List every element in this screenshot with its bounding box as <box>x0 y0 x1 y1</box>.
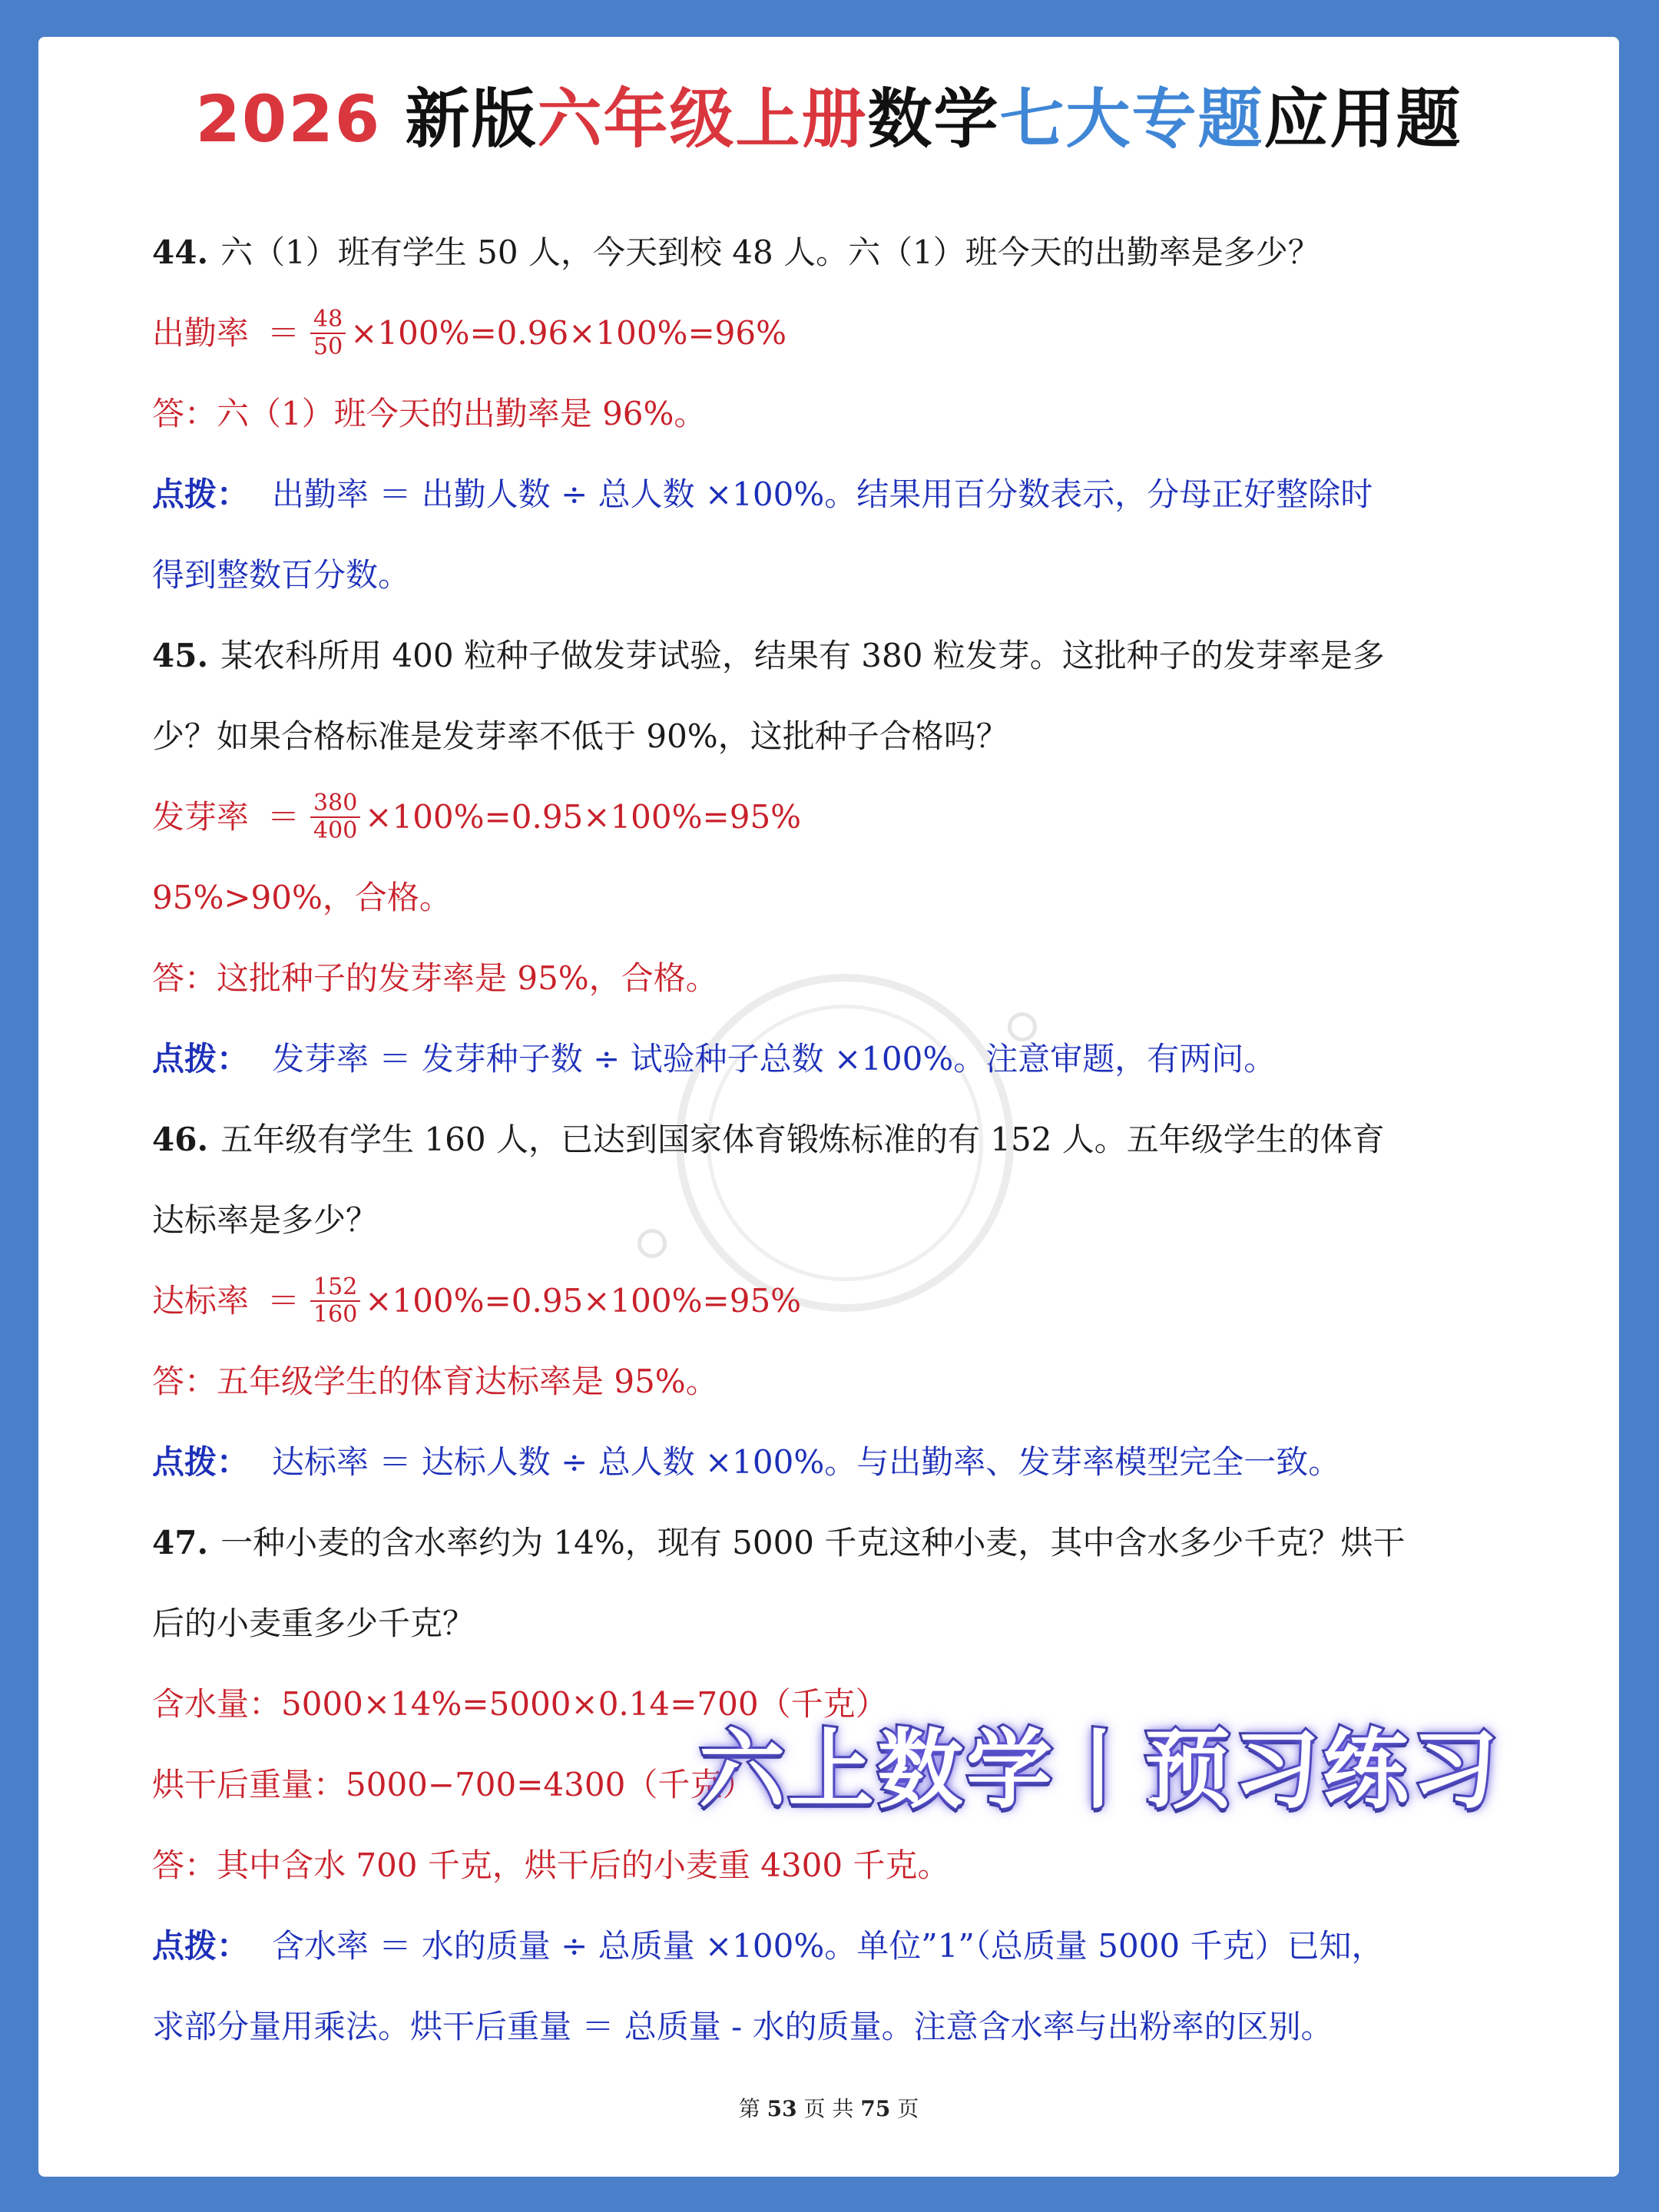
fraction <box>310 306 346 360</box>
fraction-denominator: 50 <box>313 333 343 360</box>
answer-line: 答：其中含水 700 千克，烘干后的小麦重 4300 千克。 <box>152 1846 950 1884</box>
hint-text: 含水率 ＝ 水的质量 ÷ 总质量 ×100%。单位”1”（总质量 5000 千克）已知， <box>272 1927 1384 1965</box>
problem-number: 45. <box>152 637 209 674</box>
fraction-numerator: 48 <box>310 306 346 334</box>
hint-text: 达标率 ＝ 达标人数 ÷ 总人数 ×100%。与出勤率、发芽率模型完全一致。 <box>272 1443 1341 1481</box>
formula-label: 达标率 <box>152 1282 250 1320</box>
formula-line: 达标率 ＝ $\frac{152}{160}$ ×100%=0.95×100%=95% <box>152 1260 1558 1341</box>
hint-label: 点拨： <box>152 475 250 513</box>
page-footer <box>38 2092 1619 2123</box>
problem-number: 46. <box>152 1121 209 1158</box>
calc-line: 含水量：5000×14%=5000×0.14=700（千克） <box>152 1685 888 1723</box>
formula-line: 发芽率 ＝ $\frac{380}{400}$ ×100%=0.95×100%=95% <box>152 777 1558 857</box>
fraction <box>310 1274 360 1328</box>
formula-rest: ×100%=0.95×100%=95% <box>365 1282 802 1320</box>
answer-line: 答：五年级学生的体育达标率是 95%。 <box>152 1363 718 1400</box>
problem-number: 47. <box>152 1524 209 1561</box>
hint-text: 出勤率 ＝ 出勤人数 ÷ 总人数 ×100%。结果用百分数表示，分母正好整除时 <box>272 475 1373 513</box>
title-grade: 六年级上册 <box>537 81 868 157</box>
hint-label: 点拨： <box>152 1927 250 1965</box>
formula-rest: ×100%=0.95×100%=95% <box>365 798 802 836</box>
current-page-number: 53 <box>767 2096 797 2121</box>
hint-line <box>152 1422 1558 1502</box>
hint-line <box>152 1906 1558 1986</box>
hint-line: 得到整数百分数。 <box>152 556 411 594</box>
fraction-denominator: 160 <box>313 1300 358 1328</box>
question-line: 后的小麦重多少千克？ <box>152 1604 475 1642</box>
comparison-line: 95%>90%，合格。 <box>152 879 452 916</box>
page-title <box>38 68 1619 161</box>
fraction-numerator: 152 <box>310 1274 360 1302</box>
hint-label: 点拨： <box>152 1443 250 1481</box>
overlay-banner: 六上数学丨预习练习 <box>699 1720 1501 1820</box>
problem-number: 44. <box>152 233 209 271</box>
fraction-denominator: 400 <box>313 816 358 844</box>
fraction-numerator: 380 <box>310 790 360 818</box>
question-text: 某农科所用 400 粒种子做发芽试验，结果有 380 粒发芽。这批种子的发芽率是多 <box>220 637 1385 674</box>
answer-line: 答：六（1）班今天的出勤率是 96%。 <box>152 395 707 432</box>
calc-line: 烘干后重量：5000−700=4300（千克） <box>152 1766 755 1803</box>
title-year: 2026 <box>195 81 406 157</box>
title-subject: 数学 <box>867 81 1000 157</box>
title-edition: 新版 <box>405 81 538 157</box>
document-page <box>38 37 1619 2177</box>
title-topics: 七大专题 <box>999 81 1264 157</box>
footer-suffix: 页 <box>897 2096 919 2121</box>
question-line <box>152 212 1558 293</box>
answer-line: 答：这批种子的发芽率是 95%，合格。 <box>152 959 718 997</box>
question-text: 一种小麦的含水率约为 14%，现有 5000 千克这种小麦，其中含水多少千克？烘干 <box>220 1524 1406 1561</box>
question-text: 六（1）班有学生 50 人，今天到校 48 人。六（1）班今天的出勤率是多少？ <box>220 233 1320 271</box>
hint-text: 发芽率 ＝ 发芽种子数 ÷ 试验种子总数 ×100%。注意审题，有两问。 <box>272 1040 1277 1078</box>
formula-line: 出勤率 ＝ $\frac{48}{50}$ ×100%=0.96×100%=96% <box>152 293 1558 373</box>
hint-label: 点拨： <box>152 1040 250 1078</box>
total-page-number: 75 <box>860 2096 891 2121</box>
hint-line: 求部分量用乘法。烘干后重量 ＝ 总质量 - 水的质量。注意含水率与出粉率的区别。 <box>152 2008 1333 2045</box>
question-line <box>152 615 1558 696</box>
formula-label: 出勤率 <box>152 314 250 352</box>
question-line: 达标率是多少？ <box>152 1201 379 1239</box>
formula-rest: ×100%=0.96×100%=96% <box>350 314 786 352</box>
hint-line <box>152 454 1558 535</box>
formula-label: 发芽率 <box>152 798 250 836</box>
question-line <box>152 1502 1558 1583</box>
fraction <box>310 790 360 844</box>
question-line <box>152 1099 1558 1180</box>
question-text: 五年级有学生 160 人，已达到国家体育锻炼标准的有 152 人。五年级学生的体育 <box>220 1121 1385 1158</box>
hint-line <box>152 1018 1558 1099</box>
footer-middle: 页 共 <box>803 2096 854 2121</box>
title-type: 应用题 <box>1263 81 1462 157</box>
question-line: 少？如果合格标准是发芽率不低于 90%，这批种子合格吗？ <box>152 717 1008 755</box>
footer-prefix: 第 <box>738 2096 760 2121</box>
